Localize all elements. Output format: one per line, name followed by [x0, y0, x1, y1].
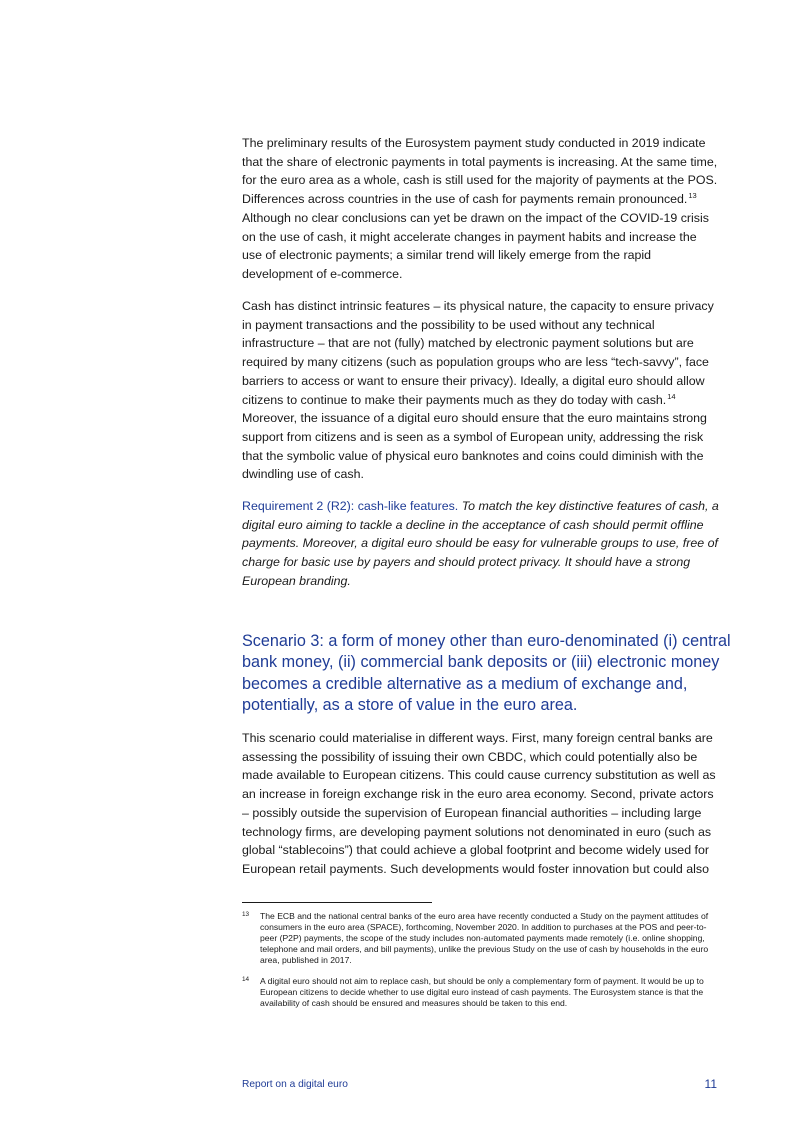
- section-heading-scenario-3: Scenario 3: a form of money other than euro-denominated (i) central bank money, (ii) commercial bank deposits or (iii) electronic money becomes a credible alternative as a medium of exchange and, potentially, as a store of value in the euro area.: [242, 632, 731, 714]
- paragraph-payment-study: [242, 134, 720, 284]
- footnote-ref-13[interactable]: 13: [688, 191, 697, 201]
- footnote-14: [242, 976, 720, 1009]
- footnote-divider: [242, 902, 432, 903]
- footnote-13: [242, 911, 720, 966]
- paragraph-text: Although no clear conclusions can yet be drawn on the impact of the COVID-19 crisis on the use of cash, it might accelerate changes in payment habits and increase the use of electronic payments; a similar trend will likely emerge from the rapid development of e-commerce.: [242, 210, 709, 281]
- paragraph-text: Moreover, the issuance of a digital euro should ensure that the euro maintains strong support from citizens and is seen as a symbol of European unity, addressing the risk that the symbolic value of physical euro banknotes and coins could diminish with the dwindling use of cash.: [242, 411, 707, 482]
- paragraph-text: Cash has distinct intrinsic features – its physical nature, the capacity to ensure privacy in payment transactions and the possibility to be used without any technical infrastructure – that are not (fully) matched by electronic payment solutions but are required by many citizens (such as population groups who are less “tech-savvy”, face barriers to access or want to ensure their privacy). Ideally, a digital euro should allow citizens to continue to make their payments much as they do today with cash.: [242, 299, 714, 407]
- footnote-text: The ECB and the national central banks of the euro area have recently conducted a Study on the payment attitudes of consumers in the euro area (SPACE), forthcoming, November 2020. In addition to purchases at the POS and peer-to-peer (P2P) payments, the scope of the study includes non-automated payments made remotely (i.e. online shopping, telephone and mail orders, and bill payments), unlike the previous Study on the use of cash by households in the euro area, published in 2017.: [260, 911, 709, 965]
- footnote-text: A digital euro should not aim to replace cash, but should be only a complementary form of payment. It would be up to European citizens to decide whether to use digital euro instead of cash payments. The Eurosystem stance is that the availability of cash should be ensured and measures should be taken to this end.: [260, 976, 704, 1008]
- footer-report-title: Report on a digital euro: [242, 1079, 348, 1090]
- page-number: 11: [704, 1077, 717, 1091]
- requirement-title: Requirement 2 (R2): cash-like features.: [242, 499, 459, 513]
- requirement-text: To match the key distinctive features of cash, a digital euro aiming to tackle a decline in the acceptance of cash should permit offline payments. Moreover, a digital euro should be easy for vulnerable groups to use, free of charge for basic use by payers and should protect privacy. It should have a strong European branding.: [242, 499, 719, 588]
- footnote-number: 13: [242, 911, 250, 918]
- requirement-r2: [242, 497, 720, 591]
- paragraph-text: The preliminary results of the Eurosystem payment study conducted in 2019 indicate that the share of electronic payments in total payments is increasing. At the same time, for the euro area as a whole, cash is still used for the majority of payments at the POS. Differences across countries in the use of cash for payments remain pronounced.: [242, 136, 718, 207]
- footnote-number: 14: [242, 976, 250, 983]
- footnote-ref-14[interactable]: 14: [667, 391, 676, 401]
- paragraph-cash-features: [242, 297, 720, 484]
- paragraph-scenario-3: This scenario could materialise in different ways. First, many foreign central banks are assessing the possibility of issuing their own CBDC, which could potentially also be made available to European citizens. This could cause currency substitution as well as an increase in foreign exchange risk in the euro area economy. Second, private actors – possibly outside the supervision of European financial authorities – including large technology firms, are developing payment solutions not denominated in euro (such as global “stablecoins”) that could achieve a global footprint and become widely used for European retail payments. Such developments would foster innovation but could also: [242, 731, 716, 876]
